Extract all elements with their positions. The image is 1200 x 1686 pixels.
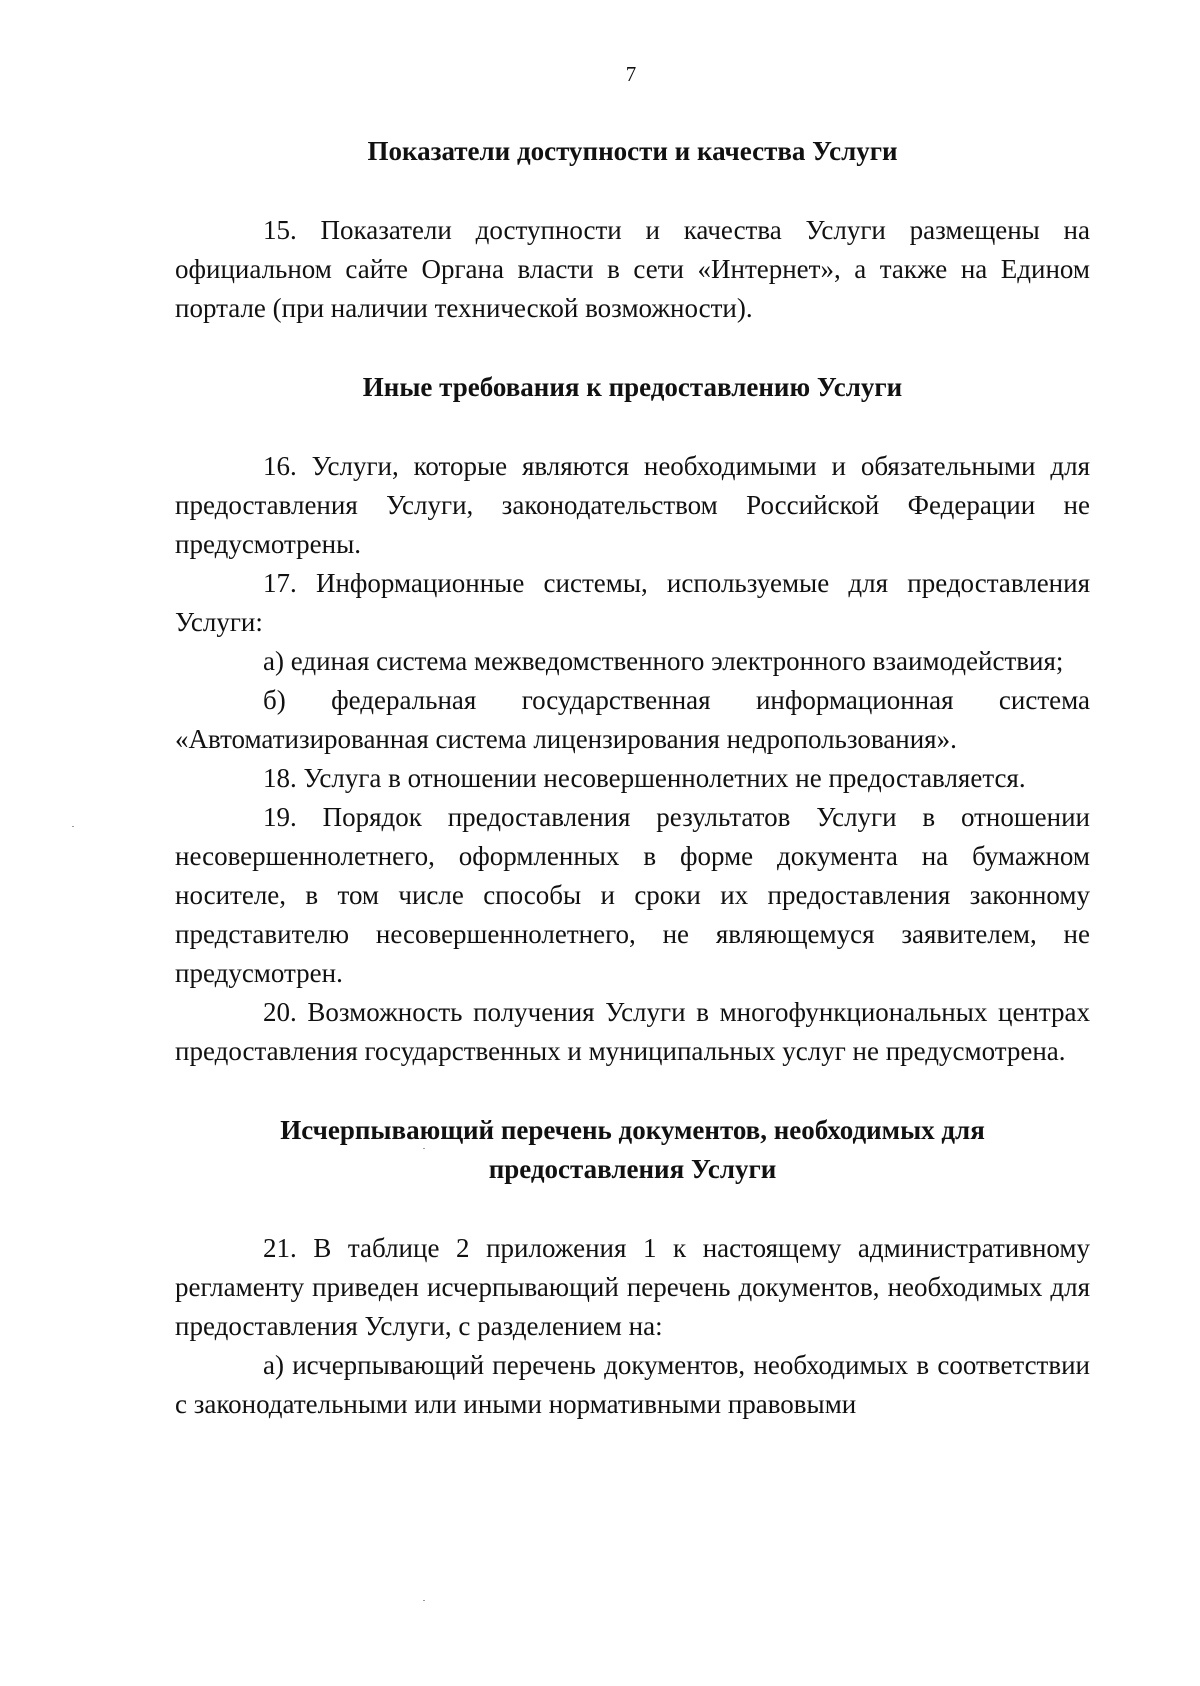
section-heading-documents [175, 1111, 1090, 1189]
paragraph-16: 16. Услуги, которые являются необходимыми и обязательными для предоставления Услуги, законодательством Российской Федерации не предусмотрены. [175, 451, 1090, 559]
scan-artifact [72, 826, 74, 827]
page-number: 7 [625, 62, 637, 86]
scan-artifact [423, 1600, 425, 1601]
document-body [175, 132, 1090, 1424]
paragraph-21a: а) исчерпывающий перечень документов, необходимых в соответствии с законодательными или иными нормативными правовыми [175, 1350, 1090, 1419]
paragraph-18: 18. Услуга в отношении несовершеннолетних не предоставляется. [263, 763, 1026, 793]
section-heading-accessibility: Показатели доступности и качества Услуги [367, 136, 898, 166]
paragraph-17b: б) федеральная государственная информационная система «Автоматизированная система лицензирования недропользования». [175, 685, 1090, 754]
section-heading-documents-line1: Исчерпывающий перечень документов, необходимых для [280, 1115, 985, 1145]
scan-artifact [423, 1148, 425, 1149]
paragraph-17a: а) единая система межведомственного электронного взаимодействия; [263, 646, 1064, 676]
section-heading-other-requirements: Иные требования к предоставлению Услуги [362, 372, 903, 402]
paragraph-15: 15. Показатели доступности и качества Услуги размещены на официальном сайте Органа власти в сети «Интернет», а также на Едином портале (при наличии технической возможности). [175, 215, 1090, 323]
paragraph-20: 20. Возможность получения Услуги в многофункциональных центрах предоставления государственных и муниципальных услуг не предусмотрена. [175, 997, 1090, 1066]
paragraph-17: 17. Информационные системы, используемые для предоставления Услуги: [175, 568, 1090, 637]
paragraph-19: 19. Порядок предоставления результатов Услуги в отношении несовершеннолетнего, оформленных в форме документа на бумажном носителе, в том числе способы и сроки их предоставления законному представителю несовершеннолетнего, не являющемуся заявителем, не предусмотрен. [175, 802, 1090, 988]
section-heading-documents-line2: предоставления Услуги [488, 1154, 777, 1184]
paragraph-21: 21. В таблице 2 приложения 1 к настоящему административному регламенту приведен исчерпывающий перечень документов, необходимых для предоставления Услуги, с разделением на: [175, 1233, 1090, 1341]
